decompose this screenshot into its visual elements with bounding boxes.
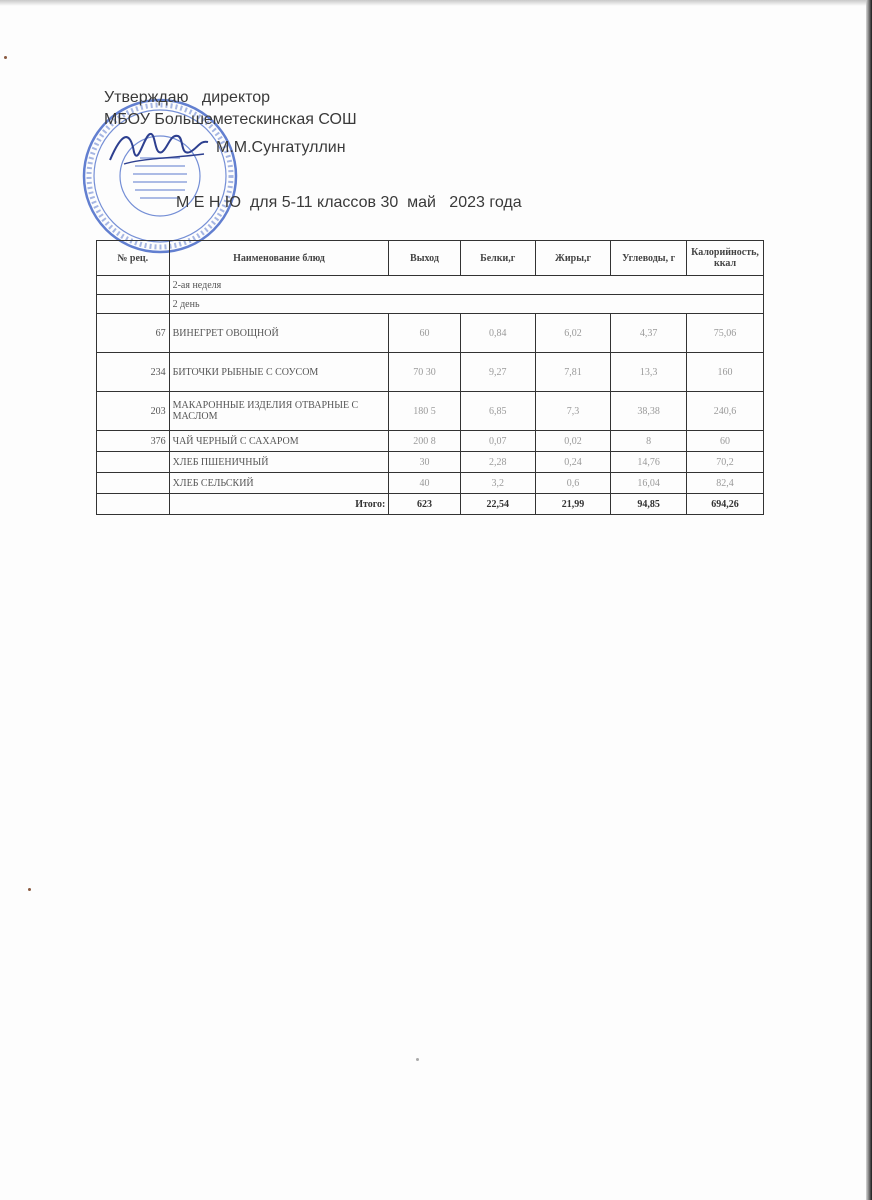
dish-name: ХЛЕБ СЕЛЬСКИЙ xyxy=(169,473,389,494)
scan-speck xyxy=(28,888,31,891)
dish-kcal: 70,2 xyxy=(687,452,764,473)
scan-speck xyxy=(4,56,7,59)
day-row xyxy=(97,295,764,314)
dish-protein: 3,2 xyxy=(460,473,535,494)
dish-kcal: 82,4 xyxy=(687,473,764,494)
total-fat: 21,99 xyxy=(535,494,610,515)
header-protein: Белки,г xyxy=(460,241,535,276)
header-fat: Жиры,г xyxy=(535,241,610,276)
scan-edge-shadow xyxy=(866,0,872,1200)
header-carb: Углеводы, г xyxy=(611,241,687,276)
dish-output: 60 xyxy=(389,314,460,353)
total-protein: 22,54 xyxy=(460,494,535,515)
dish-kcal: 160 xyxy=(687,353,764,392)
dish-kcal: 60 xyxy=(687,431,764,452)
dish-name: ХЛЕБ ПШЕНИЧНЫЙ xyxy=(169,452,389,473)
header-dish-name: Наименование блюд xyxy=(169,241,389,276)
director-name: М.М.Сунгатуллин xyxy=(216,139,346,156)
dish-protein: 0,07 xyxy=(460,431,535,452)
recipe-num: 376 xyxy=(97,431,170,452)
total-output: 623 xyxy=(389,494,460,515)
header-kcal: Калорийность, ккал xyxy=(687,241,764,276)
recipe-num xyxy=(97,452,170,473)
recipe-num: 234 xyxy=(97,353,170,392)
dish-kcal: 75,06 xyxy=(687,314,764,353)
dish-protein: 0,84 xyxy=(460,314,535,353)
recipe-num: 203 xyxy=(97,392,170,431)
table-row xyxy=(97,353,764,392)
director-signature xyxy=(104,122,214,172)
dish-protein: 9,27 xyxy=(460,353,535,392)
dish-carb: 16,04 xyxy=(611,473,687,494)
dish-fat: 0,6 xyxy=(535,473,610,494)
table-row xyxy=(97,473,764,494)
table-row xyxy=(97,452,764,473)
dish-fat: 6,02 xyxy=(535,314,610,353)
dish-output: 180 5 xyxy=(389,392,460,431)
day-label: 2 день xyxy=(169,295,763,314)
dish-output: 70 30 xyxy=(389,353,460,392)
dish-name: БИТОЧКИ РЫБНЫЕ С СОУСОМ xyxy=(169,353,389,392)
dish-fat: 0,24 xyxy=(535,452,610,473)
header-recipe-num: № рец. xyxy=(97,241,170,276)
total-label: Итого: xyxy=(169,494,389,515)
school-name: МБОУ Большеметескинская СОШ xyxy=(104,111,357,128)
recipe-num xyxy=(97,473,170,494)
dish-output: 30 xyxy=(389,452,460,473)
dish-fat: 7,3 xyxy=(535,392,610,431)
week-label: 2-ая неделя xyxy=(169,276,763,295)
dish-fat: 7,81 xyxy=(535,353,610,392)
dish-output: 40 xyxy=(389,473,460,494)
total-kcal: 694,26 xyxy=(687,494,764,515)
week-row xyxy=(97,276,764,295)
dish-name: ВИНЕГРЕТ ОВОЩНОЙ xyxy=(169,314,389,353)
dish-carb: 13,3 xyxy=(611,353,687,392)
total-row xyxy=(97,494,764,515)
approval-title: Утверждаю директор xyxy=(104,89,271,106)
header-output: Выход xyxy=(389,241,460,276)
dish-name: МАКАРОННЫЕ ИЗДЕЛИЯ ОТВАРНЫЕ С МАСЛОМ xyxy=(169,392,389,431)
dish-protein: 6,85 xyxy=(460,392,535,431)
dish-carb: 4,37 xyxy=(611,314,687,353)
table-row xyxy=(97,431,764,452)
table-row xyxy=(97,314,764,353)
menu-table xyxy=(96,240,764,515)
table-header-row xyxy=(97,241,764,276)
dish-fat: 0,02 xyxy=(535,431,610,452)
menu-title: М Е Н Ю для 5-11 классов 30 май 2023 года xyxy=(176,194,522,211)
dish-protein: 2,28 xyxy=(460,452,535,473)
dish-name: ЧАЙ ЧЕРНЫЙ С САХАРОМ xyxy=(169,431,389,452)
dish-carb: 38,38 xyxy=(611,392,687,431)
scan-speck xyxy=(416,1058,419,1061)
total-carb: 94,85 xyxy=(611,494,687,515)
dish-kcal: 240,6 xyxy=(687,392,764,431)
table-row xyxy=(97,392,764,431)
recipe-num: 67 xyxy=(97,314,170,353)
scan-top-shadow xyxy=(0,0,872,6)
dish-carb: 8 xyxy=(611,431,687,452)
dish-output: 200 8 xyxy=(389,431,460,452)
dish-carb: 14,76 xyxy=(611,452,687,473)
